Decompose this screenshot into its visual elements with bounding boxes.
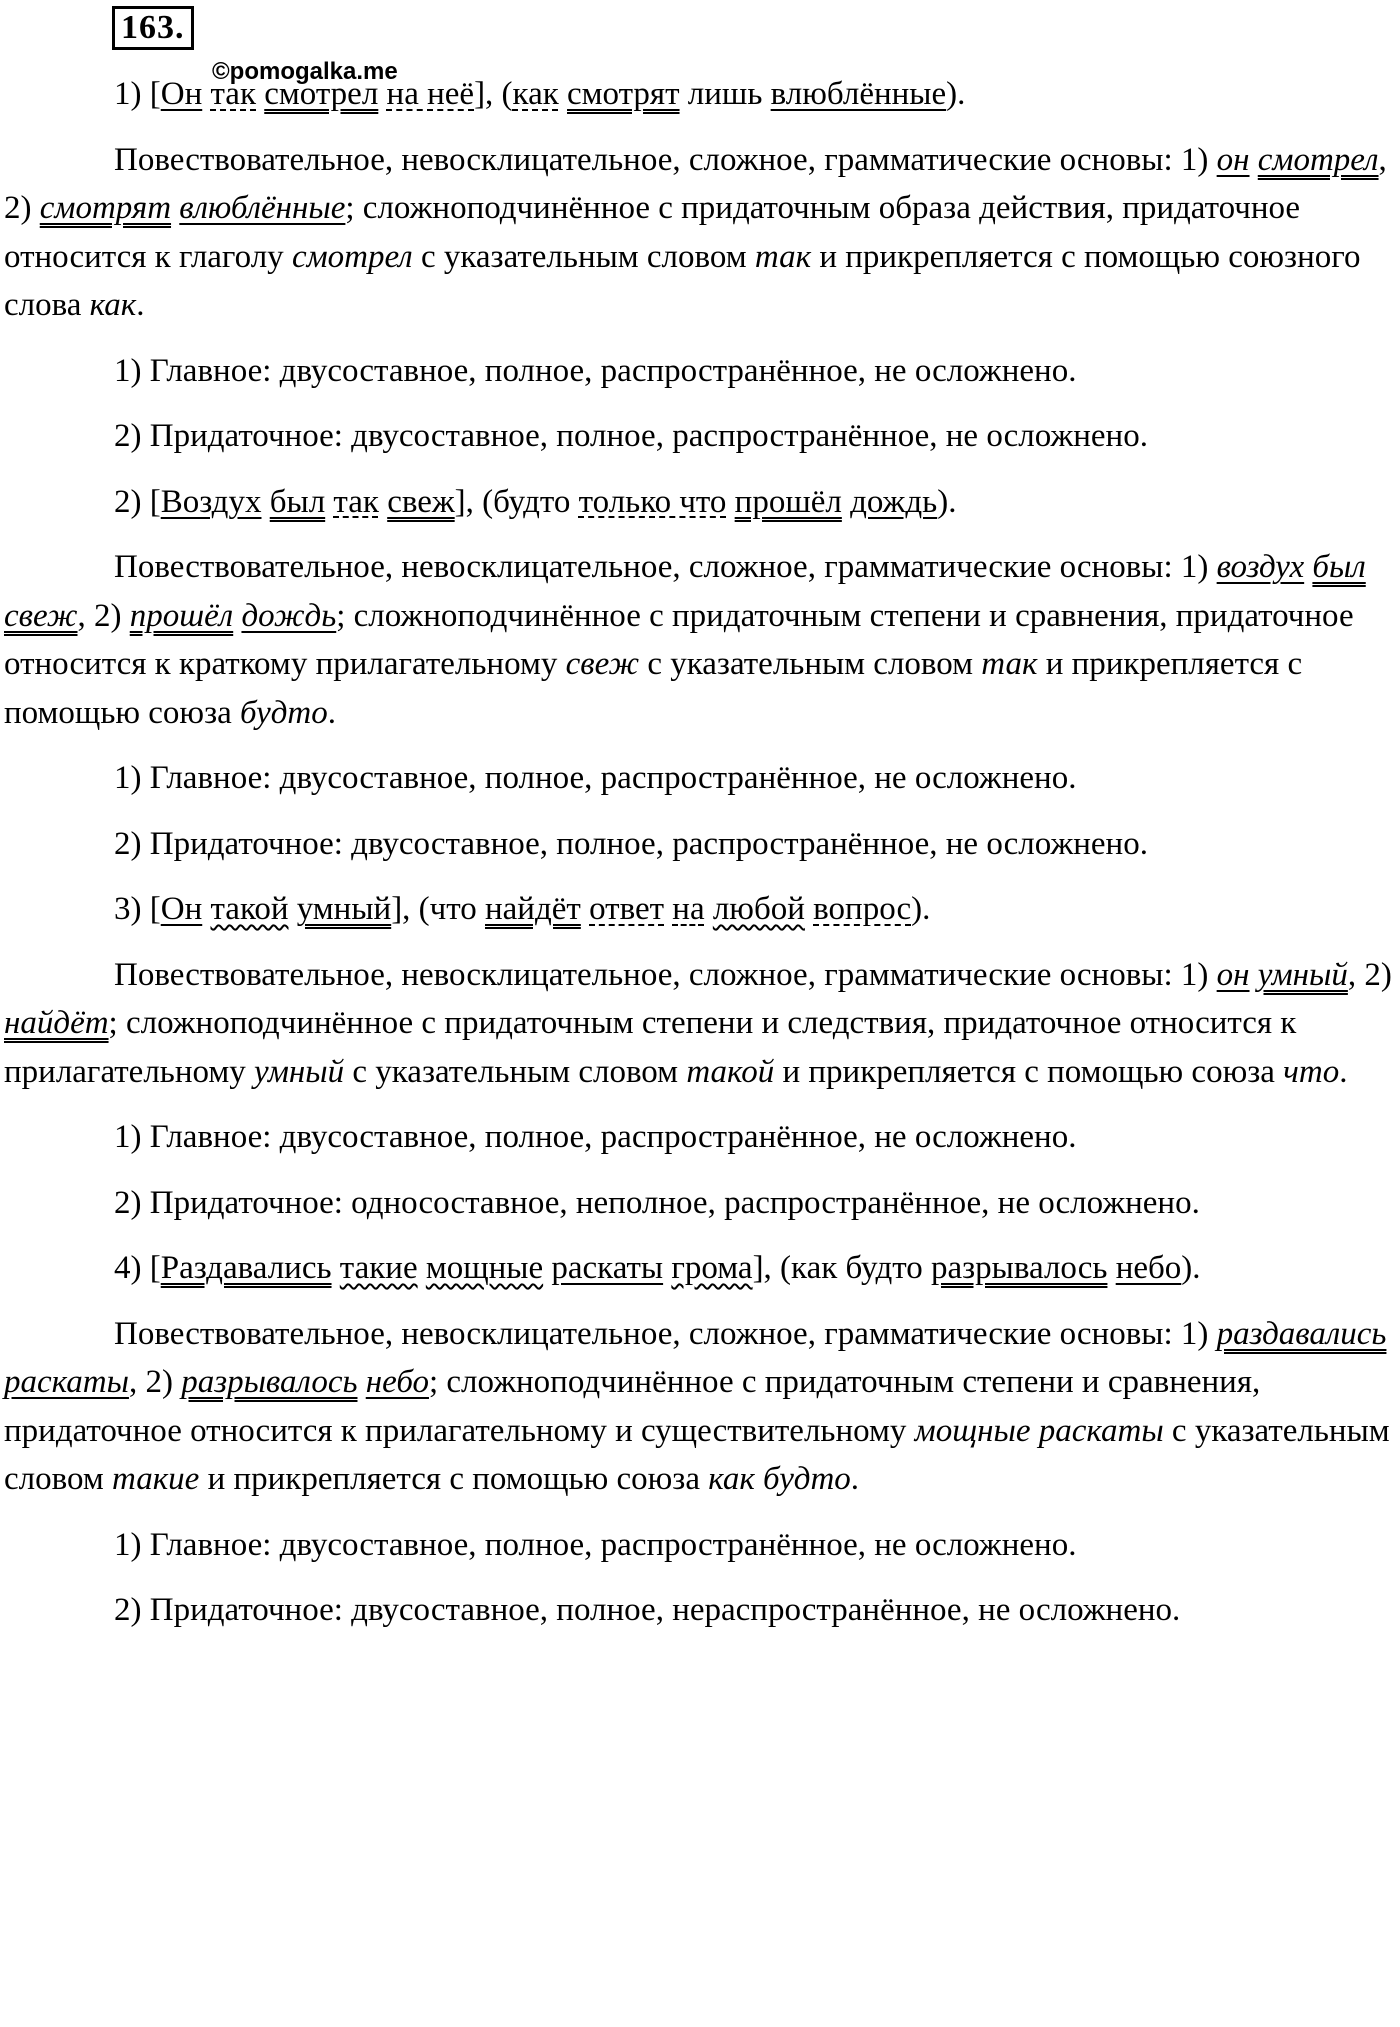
sentence-4: 4) [Раздавались такие мощные раскаты грома], (как будто разрывалось небо). <box>114 1250 1201 1286</box>
adverbial: только что <box>578 483 727 520</box>
watermark: ©pomogalka.me <box>212 58 398 85</box>
exercise-number: 163. <box>112 6 194 50</box>
exercise-content <box>4 70 1396 1635</box>
predicate: найдёт <box>485 891 581 927</box>
subordinate-clause-2: 2) Придаточное: двусоставное, полное, распространённое, не осложнено. <box>114 825 1148 862</box>
subject: Он <box>160 76 203 112</box>
analysis-1: Повествовательное, невосклицательное, сложное, грамматические основы: 1) он смотрел, 2) смотрят влюблённые; сложноподчинённое с придаточным образа действия, придаточное относится к глаголу смотрел с указательным словом так и прикрепляется с помощью союзного слова как. <box>4 141 1387 323</box>
object: на <box>672 891 705 927</box>
object: на неё <box>386 76 475 112</box>
object: ответ <box>589 891 665 927</box>
sentence-2: 2) [Воздух был так свеж], (будто только что прошёл дождь). <box>114 483 957 520</box>
predicate: Раздавались <box>160 1250 332 1286</box>
main-clause-2: 1) Главное: двусоставное, полное, распространённое, не осложнено. <box>114 760 1077 796</box>
subject: раскаты <box>551 1250 664 1286</box>
conjunctive-word: как <box>512 76 559 112</box>
predicate: разрывалось <box>931 1250 1108 1286</box>
attribute: грома <box>671 1250 753 1286</box>
subordinate-clause-4: 2) Придаточное: двусоставное, полное, нераспространённое, не осложнено. <box>114 1592 1181 1628</box>
subject: влюблённые <box>770 76 947 112</box>
adverbial: так <box>333 483 379 520</box>
attribute: любой <box>712 891 805 927</box>
analysis-2: Повествовательное, невосклицательное, сложное, грамматические основы: 1) воздух был свеж, 2) прошёл дождь; сложноподчинённое с придаточным степени и сравнения, придаточное относится к краткому прилагательному свеж с указательным словом так и прикрепляется с помощью союза будто. <box>4 549 1366 731</box>
subject: Он <box>160 891 203 927</box>
subordinate-clause-3: 2) Придаточное: односоставное, неполное, распространённое, не осложнено. <box>114 1184 1200 1221</box>
attribute: такой <box>210 891 289 927</box>
main-clause-3: 1) Главное: двусоставное, полное, распространённое, не осложнено. <box>114 1119 1077 1155</box>
subordinate-clause-1: 2) Придаточное: двусоставное, полное, распространённое, не осложнено. <box>114 418 1148 454</box>
predicate: был <box>269 483 326 520</box>
predicate: прошёл <box>734 483 842 520</box>
main-clause-1: 1) Главное: двусоставное, полное, распространённое, не осложнено. <box>114 352 1077 389</box>
object: вопрос <box>813 891 912 927</box>
predicate: умный <box>296 891 392 927</box>
predicate: свеж <box>387 483 455 520</box>
analysis-3: Повествовательное, невосклицательное, сложное, грамматические основы: 1) он умный, 2) найдёт; сложноподчинённое с придаточным степени и следствия, придаточное относится к прилагательному умный с указательным словом такой и прикрепляется с помощью союза что. <box>4 956 1392 1090</box>
adverbial: так <box>210 76 256 112</box>
predicate: смотрят <box>567 76 680 112</box>
main-clause-4: 1) Главное: двусоставное, полное, распространённое, не осложнено. <box>114 1526 1077 1563</box>
predicate: смотрел <box>264 76 379 112</box>
subject: дождь <box>850 483 938 520</box>
sentence-1: 1) [Он так смотрел на неё], (как смотрят лишь влюблённые). <box>114 76 966 112</box>
sentence-3: 3) [Он такой умный], (что найдёт ответ на любой вопрос). <box>114 891 931 927</box>
analysis-4: Повествовательное, невосклицательное, сложное, грамматические основы: 1) раздавались раскаты, 2) разрывалось небо; сложноподчинённое с придаточным степени и сравнения, придаточное относится к прилагательному и существительному мощные раскаты с указательным словом такие и прикрепляется с помощью союза как будто. <box>4 1315 1390 1497</box>
subject: Воздух <box>160 483 262 520</box>
attribute: мощные <box>425 1250 544 1286</box>
subject: небо <box>1115 1250 1182 1286</box>
attribute: такие <box>339 1250 418 1286</box>
